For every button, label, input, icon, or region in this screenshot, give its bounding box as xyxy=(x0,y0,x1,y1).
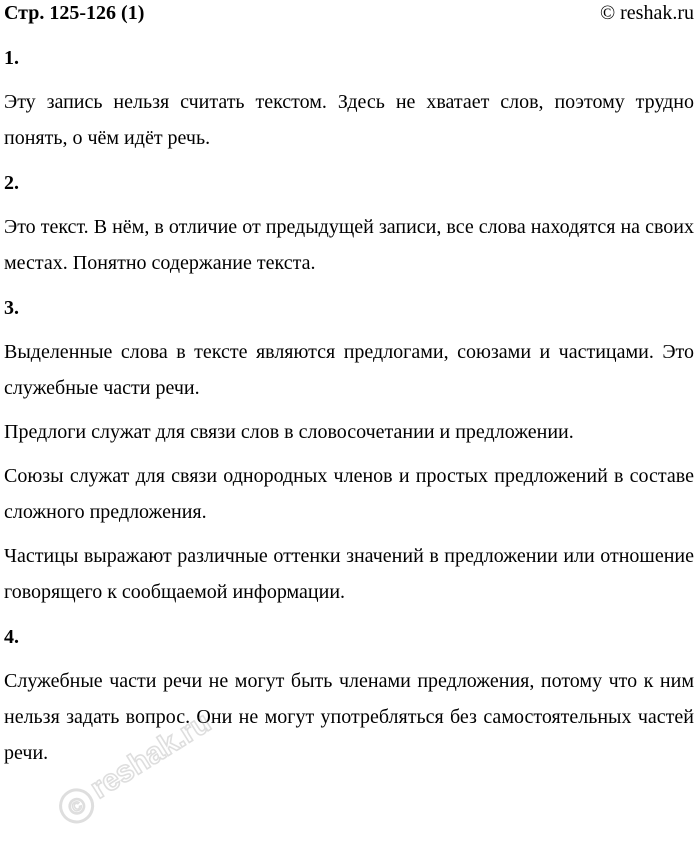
section-3-number: 3. xyxy=(4,297,19,319)
section-4-number: 4. xyxy=(4,626,19,648)
section-1-number: 1. xyxy=(4,47,19,69)
section-3-paragraph-1: Выделенные слова в тексте являются предлогами, союзами и частицами. Это служебные части речи. xyxy=(4,341,694,399)
section-1-paragraph-1: Эту запись нельзя считать текстом. Здесь не хватает слов, поэтому трудно понять, о чём идёт речь. xyxy=(4,91,694,149)
section-4-paragraph-1: Служебные части речи не могут быть членами предложения, потому что к ним нельзя задать вопрос. Они не могут употребляться без самостоятельных частей речи. xyxy=(4,670,694,764)
section-2-number: 2. xyxy=(4,172,19,194)
site-copyright: © reshak.ru xyxy=(599,2,694,24)
section-3-paragraph-3: Союзы служат для связи однородных членов и простых предложений в составе сложного предложения. xyxy=(4,465,694,523)
watermark-copyright-circle xyxy=(55,784,99,828)
section-3-paragraph-4: Частицы выражают различные оттенки значений в предложении или отношение говорящего к сообщаемой информации. xyxy=(4,545,694,603)
section-2-paragraph-1: Это текст. В нём, в отличие от предыдущей записи, все слова находятся на своих местах. Понятно содержание текста. xyxy=(4,216,694,274)
watermark-copyright-symbol: © xyxy=(63,791,91,822)
page-header xyxy=(4,1,694,25)
section-3-paragraph-2: Предлоги служат для связи слов в словосочетании и предложении. xyxy=(4,421,574,443)
watermark-text: reshak.ru xyxy=(84,705,217,806)
page-title: Стр. 125-126 (1) xyxy=(4,2,145,24)
answer-content xyxy=(4,40,694,771)
